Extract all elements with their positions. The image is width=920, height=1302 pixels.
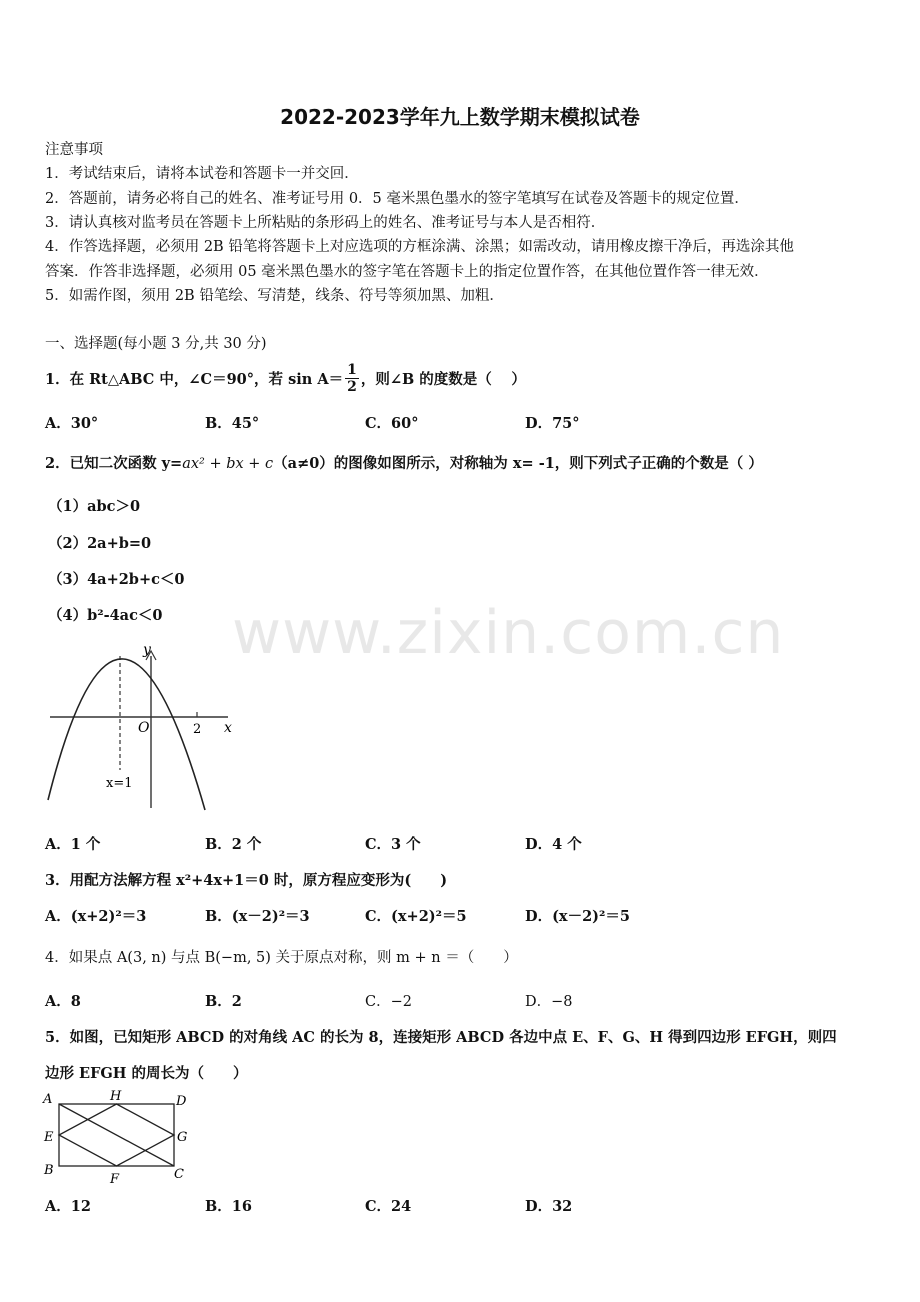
q1-option-a: A．30° <box>45 415 99 432</box>
question-4: 4．如果点 A(3, n) 与点 B(−m, 5) 关于原点对称，则 m + n ＝（ ） <box>45 950 518 966</box>
page-title: 2022-2023学年九上数学期末模拟试卷 <box>280 105 640 129</box>
q2-option-d: D．4 个 <box>525 836 582 853</box>
question-2 <box>45 452 763 473</box>
q1-option-b: B．45° <box>205 415 260 432</box>
label-b: B <box>44 1163 54 1178</box>
q5-option-c: C．24 <box>365 1198 412 1215</box>
q2-prefix: 2．已知二次函数 y= <box>45 455 183 472</box>
q1-frac-den: 2 <box>347 378 357 395</box>
question-3: 3．用配方法解方程 x²+4x+1＝0 时，原方程应变形为( ) <box>45 872 448 889</box>
q3-option-a: A．(x+2)²＝3 <box>45 908 147 925</box>
question-5-line-2: 边形 EFGH 的周长为（ ） <box>45 1065 248 1082</box>
graph-x-label: x <box>224 720 232 736</box>
graph-origin-label: O <box>138 720 150 736</box>
graph-two-label: 2 <box>193 722 202 737</box>
question-5-line-1: 5．如图，已知矩形 ABCD 的对角线 AC 的长为 8，连接矩形 ABCD 各边中点 E、F、G、H 得到四边形 EFGH，则四 <box>45 1029 837 1046</box>
q4-option-a: A．8 <box>45 993 81 1010</box>
note-1: 1．考试结束后，请将本试卷和答题卡一并交回． <box>45 166 359 182</box>
q4-option-c: C．−2 <box>365 994 412 1010</box>
section-heading: 一、选择题(每小题 3 分,共 30 分) <box>45 336 267 352</box>
q1-prefix: 1．在 Rt△ABC 中，∠C＝90°，若 sin A＝ <box>45 370 344 388</box>
q2-item-1: （1）abc＞0 <box>48 498 141 515</box>
label-e: E <box>44 1130 54 1145</box>
watermark: www.zixin.com.cn <box>232 598 785 668</box>
label-c: C <box>174 1167 184 1182</box>
label-d: D <box>176 1094 187 1109</box>
q2-option-b: B．2 个 <box>205 836 262 853</box>
rectangle-figure <box>40 1086 200 1186</box>
note-4-cont: 答案．作答非选择题，必须用 05 毫米黑色墨水的签字笔在答题卡上的指定位置作答，在其他位置作答一律无效． <box>45 264 769 280</box>
q2-item-3: （3）4a+2b+c＜0 <box>48 571 185 588</box>
diagonal-ac <box>59 1104 174 1166</box>
label-f: F <box>110 1172 120 1186</box>
q1-frac-num: 1 <box>347 361 357 378</box>
graph-y-label: y <box>143 642 151 658</box>
graph-axis-label: x=1 <box>106 776 133 791</box>
q4-option-b: B．2 <box>205 993 242 1010</box>
q2-option-a: A．1 个 <box>45 836 101 853</box>
q1-option-c: C．60° <box>365 415 419 432</box>
q5-option-d: D．32 <box>525 1198 573 1215</box>
q2-option-c: C．3 个 <box>365 836 421 853</box>
note-5: 5．如需作图，须用 2B 铅笔绘、写清楚，线条、符号等须加黑、加粗． <box>45 288 504 304</box>
label-a: A <box>43 1092 53 1107</box>
label-g: G <box>177 1130 188 1145</box>
note-4: 4．作答选择题，必须用 2B 铅笔将答题卡上对应选项的方框涂满、涂黑；如需改动，请用橡皮擦干净后，再选涂其他 <box>45 239 794 255</box>
notes-heading: 注意事项 <box>45 142 103 158</box>
q2-suffix: （a≠0）的图像如图所示，对称轴为 x= -1，则下列式子正确的个数是（ ） <box>273 455 763 472</box>
q5-option-a: A．12 <box>45 1198 91 1215</box>
q1-option-d: D．75° <box>525 415 580 432</box>
label-h: H <box>110 1089 122 1104</box>
q4-option-d: D．−8 <box>525 994 573 1010</box>
note-3: 3．请认真核对监考员在答题卡上所粘贴的条形码上的姓名、准考证号与本人是否相符． <box>45 215 606 231</box>
q3-option-d: D．(x－2)²＝5 <box>525 908 630 925</box>
q1-fraction <box>345 362 359 395</box>
question-1 <box>45 360 526 396</box>
q5-option-b: B．16 <box>205 1198 252 1215</box>
parabola-graph <box>40 638 250 816</box>
note-2: 2．答题前，请务必将自己的姓名、准考证号用 0．5 毫米黑色墨水的签字笔填写在试卷及答题卡的规定位置． <box>45 191 749 207</box>
q1-suffix: ，则∠B 的度数是（ ） <box>360 370 526 388</box>
q3-option-b: B．(x－2)²＝3 <box>205 908 310 925</box>
q3-option-c: C．(x+2)²＝5 <box>365 908 467 925</box>
q2-item-2: （2）2a+b=0 <box>48 535 152 552</box>
q2-formula: ax² + bx + c <box>182 456 274 472</box>
q2-item-4: （4）b²-4ac＜0 <box>48 607 163 624</box>
